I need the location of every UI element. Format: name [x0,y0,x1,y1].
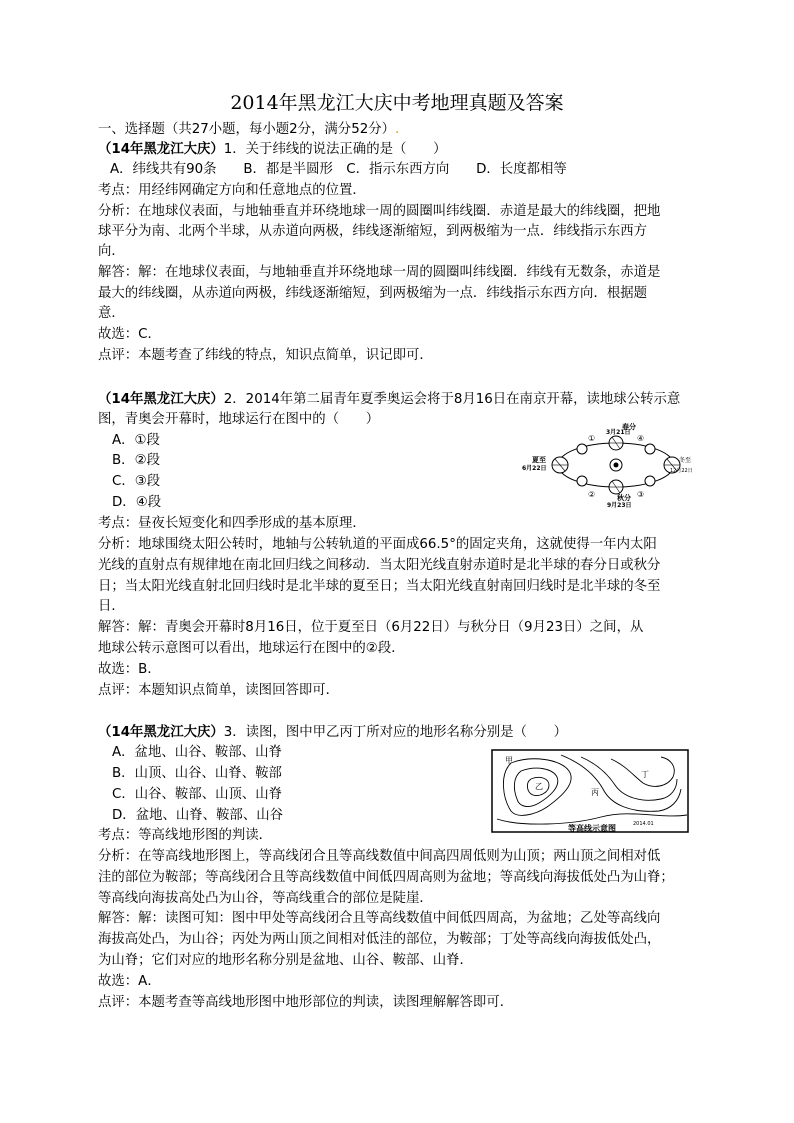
q1-stem-text: 1．关于纬线的说法正确的是（ ） [223,142,447,157]
q2-fenxi-line: 日． [98,599,125,614]
page-title: 2014年黑龙江大庆中考地理真题及答案 [230,92,564,114]
section-heading [98,120,399,140]
q3-kaodian: 考点：等高线地形图的判读． [98,828,273,843]
q2-fenxi-line: 光线的直射点有规律地在南北回归线之间移动．当太阳光线直射赤道时是北半球的春分日或秋分 [98,558,661,573]
label-winter: 冬至 [679,457,692,464]
segment-1: ① [588,434,596,443]
label-autumn-date: 9月23日 [607,502,632,509]
q2-comment: 点评：本题知识点简单，读图回答即可． [98,683,340,698]
q3-option-c: C．山谷、鞍部、山顶、山脊 [112,787,283,802]
label-bing: 丙 [591,788,599,797]
earth-orbit-diagram [520,421,693,509]
q2-jieda-line: 地球公转示意图可以看出，地球运行在图中的②段． [98,641,405,656]
segment-4: ④ [637,434,645,443]
label-yi: 乙 [535,782,543,791]
label-autumn: 秋分 [617,494,631,502]
label-ding: 丁 [641,770,649,779]
q1-tag: （14年黑龙江大庆） [98,142,224,157]
q2-option-b: B．②段 [112,453,160,468]
contour-caption: 等高线示意图 [568,824,616,833]
q1-stem [98,140,447,160]
section-heading-mark: . [395,122,400,137]
q3-stem-text: 3．读图，图中甲乙丙丁所对应的地形名称分别是（ ） [223,725,568,740]
q3-option-a: A．盆地、山谷、鞍部、山脊 [112,745,282,760]
q2-jieda-line: 解答：解：青奥会开幕时8月16日，位于夏至日（6月22日）与秋分日（9月23日）之间，从 [98,620,644,635]
q3-jieda-line: 海拔高处凸，为山谷；丙处为两山顶之间相对低洼的部位，为鞍部；丁处等高线向海拔低处凸， [98,932,661,947]
q2-option-a: A．①段 [112,433,160,448]
q3-comment: 点评：本题考查等高线地形图中地形部位的判读，读图理解解答即可． [98,995,514,1010]
q2-fenxi-line: 日；当太阳光线直射北回归线时是北半球的夏至日；当太阳光线直射南回归线时是北半球的冬至 [98,579,661,594]
q3-fenxi-line: 洼的部位为鞍部；等高线闭合且等高线数值中间低四周高则为盆地；等高线向海拔低处凸为山脊； [98,870,674,885]
q3-stem [98,723,567,743]
q3-option-d: D．盆地、山脊、鞍部、山谷 [112,808,283,823]
q3-answer: 故选：A． [98,974,161,989]
q1-comment: 点评：本题考查了纬线的特点，知识点简单，识记即可． [98,348,433,363]
q1-answer: 故选：C． [98,327,161,342]
q1-fenxi-line: 球平分为南、北两个半球，从赤道向两极，纬线逐渐缩短，到两极缩为一点．纬线指示东西方 [98,224,648,239]
q2-option-c: C．③段 [112,474,161,489]
q1-fenxi-line: 向． [98,244,125,259]
q3-tag: （14年黑龙江大庆） [98,725,224,740]
contour-corner-label: 2014.01 [633,821,654,827]
label-spring-date: 3月21日 [606,429,631,436]
q2-tag: （14年黑龙江大庆） [98,392,224,407]
q1-kaodian: 考点：用经纬网确定方向和任意地点的位置． [98,183,366,198]
q3-option-b: B．山顶、山谷、山脊、鞍部 [112,766,282,781]
q1-jieda-line: 意． [98,306,125,321]
segment-2: ② [588,490,596,499]
q3-fenxi-line: 分析：在等高线地形图上，等高线闭合且等高线数值中间高四周低则为山顶；两山顶之间相对低 [98,849,661,864]
q2-fenxi-line: 分析：地球围绕太阳公转时，地轴与公转轨道的平面成66.5°的固定夹角，这就使得一年内太阳 [98,537,657,552]
earth-spring-icon [609,436,623,450]
q3-fenxi-line: 等高线向海拔高处凸为山谷，等高线重合的部位是陡崖． [98,891,433,906]
q1-jieda-line: 解答：解：在地球仪表面，与地轴垂直并环绕地球一周的圆圈叫纬线圈．纬线有无数条，赤道是 [98,265,661,280]
label-jia: 甲 [505,756,513,765]
earth-summer-icon [552,457,568,473]
label-summer: 夏至 [532,456,546,464]
q2-kaodian: 考点：昼夜长短变化和四季形成的基本原理． [98,516,366,531]
section-heading-text: 一、选择题（共27小题，每小题2分，满分52分） [98,122,396,137]
contour-map-figure [491,749,689,833]
q1-jieda-line: 最大的纬线圈，从赤道向两极，纬线逐渐缩短，到两极缩为一点．纬线指示东西方向．根据题 [98,286,648,301]
q2-stem-text: 2．2014年第二届青年夏季奥运会将于8月16日在南京开幕，读地球公转示意 [223,392,681,407]
label-summer-date: 6月22日 [522,465,547,472]
segment-3: ③ [637,490,645,499]
q3-jieda-line: 为山脊；它们对应的地形名称分别是盆地、山谷、鞍部、山脊． [98,953,473,968]
sun-core [614,463,619,468]
label-spring: 春分 [622,423,636,431]
q3-jieda-line: 解答：解：读图可知：图中甲处等高线闭合且等高线数值中间低四周高，为盆地；乙处等高线向 [98,911,661,926]
q1-fenxi-line: 分析：在地球仪表面，与地轴垂直并环绕地球一周的圆圈叫纬线圈．赤道是最大的纬线圈，把地 [98,204,661,219]
label-winter-date: 12月22日 [670,468,693,474]
q2-option-d: D．④段 [112,495,162,510]
q2-stem-line2: 图，青奥会开幕时，地球运行在图中的（ ） [98,412,380,427]
q1-options: A．纬线共有90条 B．都是半圆形 C．指示东西方向 D．长度都相等 [110,162,567,177]
earth-autumn-icon [609,480,623,494]
q2-stem [98,390,680,410]
q2-answer: 故选：B． [98,662,161,677]
